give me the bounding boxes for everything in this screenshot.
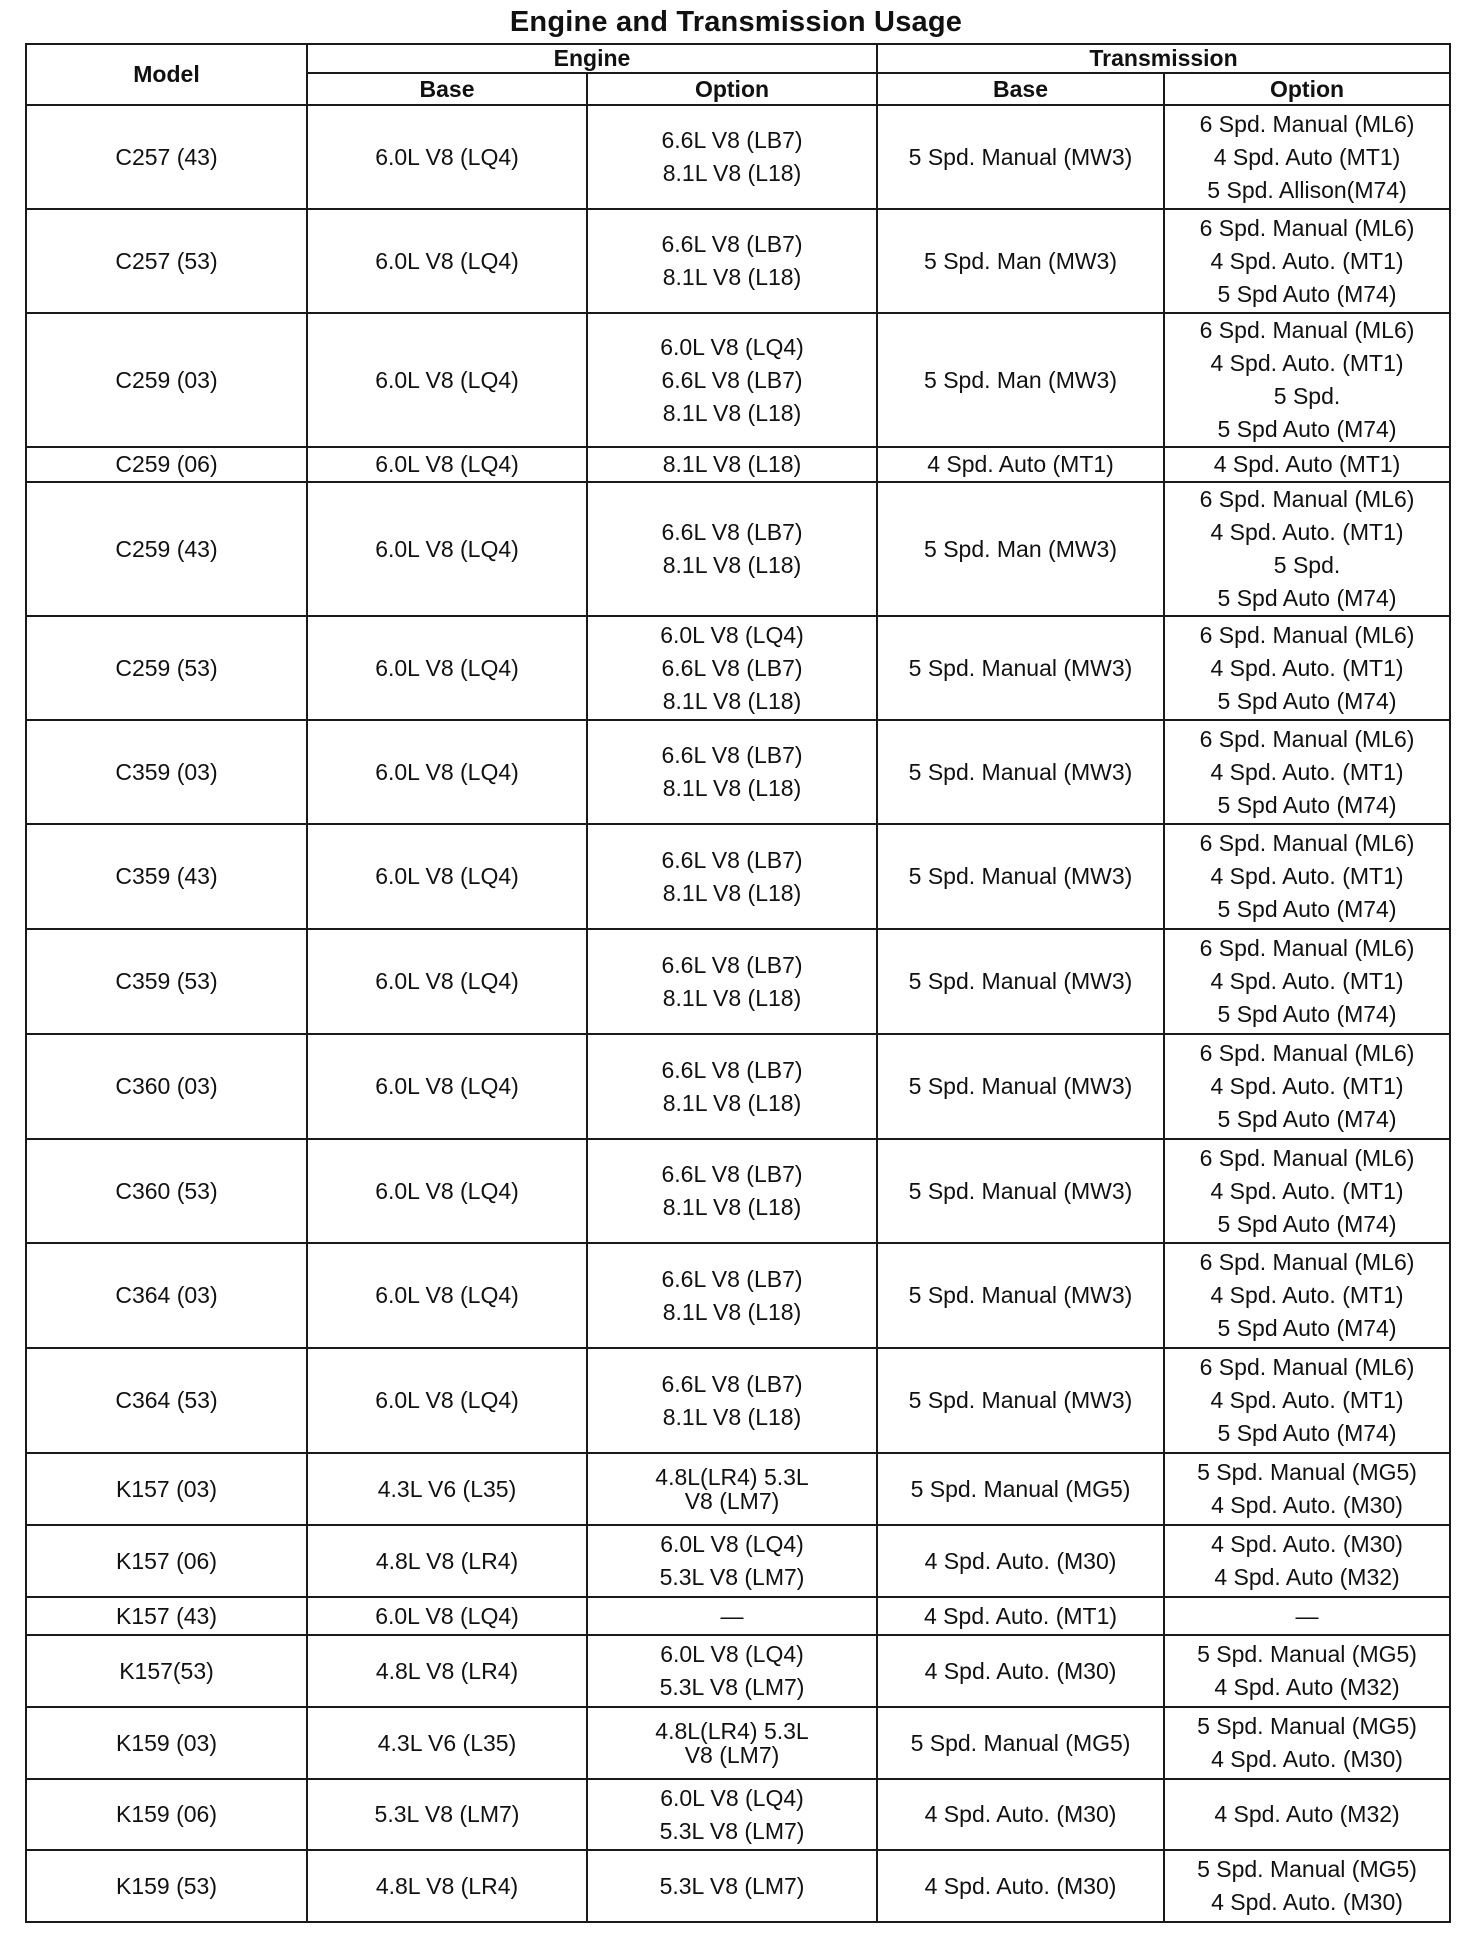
cell-engine-option-line: 6.6L V8 (LB7) <box>661 742 803 768</box>
cell-trans-base-line: 5 Spd. Manual (MG5) <box>910 1729 1131 1756</box>
cell-trans-option-line: 4 Spd. Auto. (MT1) <box>1210 654 1404 681</box>
cell-trans-option-line: 4 Spd. Auto (MT1) <box>1213 143 1401 170</box>
cell-engine-base-line: 6.0L V8 (LQ4) <box>375 143 519 170</box>
cell-trans-option-line: 5 Spd. <box>1273 552 1341 578</box>
cell-trans-base-line: 5 Spd. Man (MW3) <box>924 247 1118 274</box>
cell-trans-base-line: 5 Spd. Man (MW3) <box>924 366 1118 393</box>
cell-trans-base-line: 4 Spd. Auto. (M30) <box>924 1801 1117 1827</box>
cell-engine-base-line: 6.0L V8 (LQ4) <box>375 1282 519 1308</box>
cell-model <box>26 1707 307 1779</box>
table-row <box>26 1597 1450 1635</box>
cell-engine-base <box>307 1707 587 1779</box>
cell-model-line: C257 (53) <box>115 247 218 274</box>
cell-trans-base <box>877 1597 1164 1635</box>
cell-model-line: K157 (43) <box>115 1602 217 1629</box>
cell-engine-option-line: — <box>720 1602 744 1629</box>
cell-engine-option-line: 8.1L V8 (L18) <box>662 687 802 714</box>
cell-trans-base-line: 4 Spd. Auto. (M30) <box>924 1547 1117 1574</box>
cell-engine-base <box>307 616 587 720</box>
cell-model-line: C360 (53) <box>115 1177 218 1204</box>
cell-engine-base-line: 6.0L V8 (LQ4) <box>375 1073 519 1099</box>
cell-engine-option-line: 6.0L V8 (LQ4) <box>660 1784 804 1811</box>
cell-engine-base <box>307 1243 587 1348</box>
cell-trans-base <box>877 447 1164 482</box>
cell-trans-option-line: 5 Spd Auto (M74) <box>1217 1001 1397 1027</box>
cell-engine-option-line: 6.0L V8 (LQ4) <box>660 333 804 360</box>
cell-model <box>26 105 307 209</box>
cell-engine-option <box>587 1850 877 1922</box>
table-row <box>26 209 1450 313</box>
cell-trans-option <box>1164 616 1450 720</box>
cell-trans-base <box>877 1348 1164 1453</box>
table-row <box>26 1139 1450 1243</box>
cell-engine-base-line: 4.8L V8 (LR4) <box>375 1657 519 1684</box>
cell-trans-option-line: 5 Spd Auto (M74) <box>1217 896 1397 922</box>
cell-trans-option-line: 5 Spd Auto (M74) <box>1217 280 1397 307</box>
cell-engine-base <box>307 447 587 482</box>
table-row <box>26 1707 1450 1779</box>
cell-engine-option <box>587 929 877 1034</box>
cell-trans-base <box>877 209 1164 313</box>
header-row-groups <box>26 44 1450 73</box>
table-row <box>26 1525 1450 1597</box>
cell-model <box>26 1139 307 1243</box>
cell-engine-option <box>587 1453 877 1525</box>
cell-engine-option <box>587 1243 877 1348</box>
cell-trans-option-line: 4 Spd. Auto. (M30) <box>1211 1889 1403 1915</box>
cell-trans-base <box>877 929 1164 1034</box>
cell-trans-option <box>1164 105 1450 209</box>
cell-model <box>26 482 307 616</box>
cell-trans-option <box>1164 1850 1450 1922</box>
cell-trans-option-line: 5 Spd. Manual (MG5) <box>1197 1713 1417 1739</box>
table-row <box>26 482 1450 616</box>
cell-trans-option-line: 4 Spd. Auto. (MT1) <box>1210 1177 1404 1204</box>
cell-engine-option-line: 6.6L V8 (LB7) <box>661 1161 803 1187</box>
cell-engine-option-line: 6.6L V8 (LB7) <box>661 231 803 257</box>
table-row <box>26 824 1450 929</box>
cell-trans-option-line: 5 Spd. Manual (MG5) <box>1197 1641 1417 1667</box>
cell-model-line: K157(53) <box>119 1657 214 1684</box>
cell-engine-option-line: 5.3L V8 (LM7) <box>659 1872 805 1899</box>
table-row <box>26 929 1450 1034</box>
cell-engine-option-line: 6.6L V8 (LB7) <box>661 127 803 153</box>
cell-trans-option-line: 6 Spd. Manual (ML6) <box>1199 486 1415 512</box>
cell-model-line: C364 (03) <box>115 1282 218 1308</box>
cell-trans-base <box>877 1850 1164 1922</box>
cell-engine-option <box>587 105 877 209</box>
header-trans-base: Base <box>877 73 1164 105</box>
header-model: Model <box>26 44 307 105</box>
cell-model-line: C257 (43) <box>115 143 218 170</box>
cell-trans-option-line: 4 Spd. Auto. (MT1) <box>1210 1073 1404 1099</box>
cell-trans-option <box>1164 1034 1450 1139</box>
cell-trans-option-line: 4 Spd. Auto (M32) <box>1214 1801 1400 1827</box>
cell-trans-option-line: 6 Spd. Manual (ML6) <box>1199 1040 1415 1066</box>
cell-engine-option-line: 8.1L V8 (L18) <box>662 984 802 1011</box>
cell-model <box>26 1243 307 1348</box>
cell-trans-option-line: 4 Spd. Auto (M32) <box>1214 1564 1400 1590</box>
cell-model-line: C259 (06) <box>115 451 218 477</box>
cell-trans-base-line: 5 Spd. Manual (MW3) <box>908 143 1133 170</box>
cell-trans-option-line: 6 Spd. Manual (ML6) <box>1199 725 1415 752</box>
cell-model <box>26 929 307 1034</box>
cell-trans-base-line: 5 Spd. Manual (MW3) <box>908 1177 1133 1204</box>
cell-engine-option-line: 6.0L V8 (LQ4) <box>660 621 804 648</box>
cell-trans-option-line: 6 Spd. Manual (ML6) <box>1199 1354 1415 1380</box>
cell-engine-option-line: 8.1L V8 (L18) <box>662 160 802 186</box>
cell-trans-option-line: 4 Spd. Auto. (MT1) <box>1210 968 1404 994</box>
cell-trans-base-line: 5 Spd. Manual (MW3) <box>908 758 1133 785</box>
cell-trans-base <box>877 824 1164 929</box>
cell-model-line: C259 (43) <box>115 535 218 562</box>
cell-trans-base <box>877 1635 1164 1707</box>
table-row <box>26 1635 1450 1707</box>
cell-trans-option-line: 5 Spd Auto (M74) <box>1217 1106 1397 1132</box>
table-row <box>26 105 1450 209</box>
cell-trans-base-line: 5 Spd. Manual (MW3) <box>908 1073 1133 1099</box>
cell-trans-option-line: 4 Spd. Auto. (M30) <box>1211 1746 1403 1772</box>
table-row <box>26 1348 1450 1453</box>
cell-trans-option-line: 6 Spd. Manual (ML6) <box>1199 621 1415 648</box>
cell-engine-option-line: 5.3L V8 (LM7) <box>659 1564 805 1590</box>
cell-engine-base <box>307 1597 587 1635</box>
cell-trans-option-line: — <box>1295 1602 1319 1629</box>
cell-trans-base <box>877 1034 1164 1139</box>
cell-model <box>26 616 307 720</box>
cell-trans-option <box>1164 1707 1450 1779</box>
cell-engine-option <box>587 1525 877 1597</box>
cell-trans-base-line: 4 Spd. Auto. (M30) <box>924 1872 1117 1899</box>
cell-model-line: K159 (53) <box>115 1872 217 1899</box>
cell-engine-option-line: 8.1L V8 (L18) <box>662 1194 802 1220</box>
header-transmission: Transmission <box>877 44 1450 73</box>
cell-engine-option <box>587 1034 877 1139</box>
cell-trans-option <box>1164 824 1450 929</box>
cell-engine-base <box>307 1348 587 1453</box>
cell-engine-option <box>587 616 877 720</box>
table-row <box>26 1779 1450 1850</box>
cell-engine-option <box>587 1779 877 1850</box>
cell-engine-base <box>307 1635 587 1707</box>
table-body <box>26 105 1450 1922</box>
cell-trans-option <box>1164 1525 1450 1597</box>
engine-transmission-table <box>25 43 1451 1923</box>
cell-engine-base-line: 6.0L V8 (LQ4) <box>375 863 519 889</box>
cell-engine-base-line: 6.0L V8 (LQ4) <box>375 366 519 393</box>
cell-trans-option-line: 4 Spd. Auto. (MT1) <box>1210 1282 1404 1308</box>
cell-model-line: K159 (06) <box>115 1801 217 1827</box>
cell-trans-option-line: 6 Spd. Manual (ML6) <box>1199 214 1415 241</box>
cell-model <box>26 1348 307 1453</box>
cell-engine-base-line: 4.3L V6 (L35) <box>377 1729 517 1756</box>
cell-engine-option <box>587 1139 877 1243</box>
cell-trans-base <box>877 313 1164 447</box>
cell-trans-option <box>1164 447 1450 482</box>
cell-engine-option-line: 6.6L V8 (LB7) <box>661 1370 803 1397</box>
cell-trans-option-line: 5 Spd Auto (M74) <box>1217 1420 1397 1446</box>
cell-model-line: C359 (03) <box>115 758 218 785</box>
cell-trans-option-line: 6 Spd. Manual (ML6) <box>1199 830 1415 856</box>
cell-engine-option-line: 5.3L V8 (LM7) <box>659 1817 805 1844</box>
cell-engine-option-line: 5.3L V8 (LM7) <box>659 1674 805 1700</box>
cell-engine-base-line: 6.0L V8 (LQ4) <box>375 451 519 477</box>
table-row <box>26 1453 1450 1525</box>
cell-model-line: C259 (03) <box>115 366 218 393</box>
cell-engine-option <box>587 824 877 929</box>
cell-engine-option-line: 8.1L V8 (L18) <box>662 264 802 290</box>
cell-engine-base-line: 6.0L V8 (LQ4) <box>375 1177 519 1204</box>
cell-trans-option-line: 5 Spd Auto (M74) <box>1217 585 1397 611</box>
header-engine-option: Option <box>587 73 877 105</box>
cell-trans-option <box>1164 1779 1450 1850</box>
cell-trans-option-line: 5 Spd Auto (M74) <box>1217 1210 1397 1237</box>
cell-engine-option <box>587 209 877 313</box>
cell-trans-option-line: 5 Spd. Manual (MG5) <box>1197 1459 1417 1485</box>
cell-model <box>26 824 307 929</box>
cell-engine-base-line: 4.8L V8 (LR4) <box>375 1872 519 1899</box>
cell-engine-base-line: 6.0L V8 (LQ4) <box>375 247 519 274</box>
cell-engine-option <box>587 482 877 616</box>
cell-engine-base <box>307 313 587 447</box>
cell-trans-base <box>877 482 1164 616</box>
cell-engine-option-line: 8.1L V8 (L18) <box>662 1403 802 1430</box>
table-row <box>26 313 1450 447</box>
cell-engine-base <box>307 1779 587 1850</box>
cell-trans-base-line: 4 Spd. Auto. (MT1) <box>924 1602 1118 1629</box>
cell-trans-option-line: 4 Spd. Auto. (MT1) <box>1210 863 1404 889</box>
cell-engine-base <box>307 105 587 209</box>
cell-engine-option-line: 6.6L V8 (LB7) <box>661 654 803 681</box>
cell-trans-option-line: 4 Spd. Auto (M32) <box>1214 1674 1400 1700</box>
cell-trans-option <box>1164 1453 1450 1525</box>
cell-trans-base-line: 5 Spd. Manual (MW3) <box>908 1387 1133 1413</box>
cell-engine-option-line: 8.1L V8 (L18) <box>662 879 802 906</box>
cell-model-line: C359 (43) <box>115 863 218 889</box>
cell-model <box>26 1034 307 1139</box>
cell-engine-base-line: 6.0L V8 (LQ4) <box>375 1387 519 1413</box>
cell-engine-option-line: V8 (LM7) <box>684 1742 780 1768</box>
cell-engine-option <box>587 720 877 824</box>
cell-trans-option <box>1164 209 1450 313</box>
cell-trans-option <box>1164 313 1450 447</box>
cell-engine-option-line: 8.1L V8 (L18) <box>662 552 802 578</box>
cell-trans-base <box>877 616 1164 720</box>
cell-trans-option-line: 6 Spd. Manual (ML6) <box>1199 317 1415 343</box>
cell-trans-option <box>1164 929 1450 1034</box>
cell-trans-option-line: 4 Spd. Auto. (MT1) <box>1210 247 1404 274</box>
cell-trans-base-line: 4 Spd. Auto. (M30) <box>924 1657 1117 1684</box>
cell-model-line: C360 (03) <box>115 1073 218 1099</box>
cell-trans-option-line: 4 Spd. Auto. (MT1) <box>1210 519 1404 545</box>
cell-trans-base-line: 5 Spd. Manual (MW3) <box>908 654 1133 681</box>
cell-engine-option <box>587 1348 877 1453</box>
cell-engine-option-line: 8.1L V8 (L18) <box>662 399 802 426</box>
cell-engine-base <box>307 929 587 1034</box>
cell-trans-option <box>1164 1243 1450 1348</box>
cell-trans-option-line: 4 Spd. Auto. (M30) <box>1211 1531 1403 1557</box>
cell-trans-option <box>1164 1597 1450 1635</box>
cell-model-line: C259 (53) <box>115 654 218 681</box>
header-engine: Engine <box>307 44 877 73</box>
cell-engine-base <box>307 1453 587 1525</box>
cell-trans-base <box>877 1525 1164 1597</box>
table-row <box>26 616 1450 720</box>
cell-trans-base-line: 4 Spd. Auto (MT1) <box>927 451 1114 477</box>
cell-engine-option-line: 6.6L V8 (LB7) <box>661 1056 803 1083</box>
cell-trans-option <box>1164 482 1450 616</box>
cell-model-line: C364 (53) <box>115 1387 218 1413</box>
cell-model <box>26 447 307 482</box>
table-row <box>26 720 1450 824</box>
cell-engine-base-line: 6.0L V8 (LQ4) <box>375 968 519 994</box>
cell-model <box>26 313 307 447</box>
cell-engine-option <box>587 1635 877 1707</box>
cell-engine-option-line: V8 (LM7) <box>684 1488 780 1514</box>
cell-engine-option <box>587 1597 877 1635</box>
cell-engine-option-line: 8.1L V8 (L18) <box>662 451 802 477</box>
header-trans-option: Option <box>1164 73 1450 105</box>
cell-engine-base-line: 6.0L V8 (LQ4) <box>375 535 519 562</box>
cell-engine-base <box>307 1139 587 1243</box>
cell-trans-option-line: 4 Spd. Auto. (MT1) <box>1210 758 1404 785</box>
cell-trans-option-line: 4 Spd. Auto (MT1) <box>1213 451 1401 477</box>
cell-trans-option-line: 5 Spd Auto (M74) <box>1217 791 1397 818</box>
cell-trans-base <box>877 720 1164 824</box>
cell-trans-base <box>877 1139 1164 1243</box>
cell-model <box>26 1525 307 1597</box>
cell-engine-base <box>307 1850 587 1922</box>
cell-engine-option-line: 6.6L V8 (LB7) <box>661 1265 803 1292</box>
cell-engine-base-line: 4.8L V8 (LR4) <box>375 1547 519 1574</box>
cell-engine-base <box>307 720 587 824</box>
cell-trans-option-line: 5 Spd. <box>1273 383 1341 409</box>
cell-model <box>26 1453 307 1525</box>
cell-model-line: K157 (03) <box>115 1475 217 1502</box>
cell-engine-option-line: 8.1L V8 (L18) <box>662 1089 802 1116</box>
cell-trans-option-line: 4 Spd. Auto. (M30) <box>1211 1492 1403 1518</box>
cell-trans-option <box>1164 1635 1450 1707</box>
cell-trans-base-line: 5 Spd. Manual (MW3) <box>908 968 1133 994</box>
cell-trans-option-line: 4 Spd. Auto. (MT1) <box>1210 350 1404 376</box>
cell-model-line: C359 (53) <box>115 968 218 994</box>
cell-engine-base-line: 6.0L V8 (LQ4) <box>375 1602 519 1629</box>
cell-trans-base <box>877 1707 1164 1779</box>
cell-engine-base <box>307 1525 587 1597</box>
cell-trans-base-line: 5 Spd. Manual (MW3) <box>908 1282 1133 1308</box>
cell-engine-base <box>307 209 587 313</box>
cell-trans-option-line: 4 Spd. Auto. (MT1) <box>1210 1387 1404 1413</box>
cell-trans-option-line: 6 Spd. Manual (ML6) <box>1199 110 1415 137</box>
cell-engine-base <box>307 482 587 616</box>
cell-trans-option-line: 5 Spd Auto (M74) <box>1217 687 1397 714</box>
cell-engine-option <box>587 447 877 482</box>
cell-engine-option-line: 8.1L V8 (L18) <box>662 775 802 801</box>
cell-trans-option <box>1164 1348 1450 1453</box>
cell-engine-base <box>307 824 587 929</box>
table-row <box>26 1034 1450 1139</box>
cell-model <box>26 1779 307 1850</box>
cell-trans-option-line: 5 Spd. Allison(M74) <box>1207 176 1407 203</box>
cell-model-line: K159 (03) <box>115 1729 217 1756</box>
cell-trans-option-line: 6 Spd. Manual (ML6) <box>1199 1249 1415 1275</box>
cell-model <box>26 720 307 824</box>
table-row <box>26 1850 1450 1922</box>
cell-engine-option-line: 6.6L V8 (LB7) <box>661 951 803 978</box>
table-title: Engine and Transmission Usage <box>509 6 963 38</box>
cell-trans-base <box>877 1243 1164 1348</box>
cell-trans-option-line: 6 Spd. Manual (ML6) <box>1199 935 1415 961</box>
cell-engine-base-line: 5.3L V8 (LM7) <box>374 1801 520 1827</box>
cell-engine-option-line: 8.1L V8 (L18) <box>662 1298 802 1325</box>
cell-engine-option-line: 4.8L(LR4) 5.3L <box>655 1464 809 1490</box>
cell-trans-base-line: 5 Spd. Manual (MG5) <box>910 1475 1131 1502</box>
cell-model <box>26 209 307 313</box>
cell-trans-option-line: 5 Spd. Manual (MG5) <box>1197 1856 1417 1882</box>
cell-trans-base <box>877 105 1164 209</box>
cell-engine-option-line: 6.6L V8 (LB7) <box>661 846 803 873</box>
cell-trans-base-line: 5 Spd. Man (MW3) <box>924 535 1118 562</box>
cell-model <box>26 1635 307 1707</box>
cell-model-line: K157 (06) <box>115 1547 217 1574</box>
cell-trans-option <box>1164 1139 1450 1243</box>
cell-engine-option-line: 6.0L V8 (LQ4) <box>660 1531 804 1557</box>
cell-trans-base-line: 5 Spd. Manual (MW3) <box>908 863 1133 889</box>
cell-engine-base-line: 6.0L V8 (LQ4) <box>375 654 519 681</box>
cell-trans-option <box>1164 720 1450 824</box>
cell-trans-option-line: 6 Spd. Manual (ML6) <box>1199 1144 1415 1171</box>
cell-engine-base <box>307 1034 587 1139</box>
cell-model <box>26 1850 307 1922</box>
cell-trans-base <box>877 1453 1164 1525</box>
cell-engine-base-line: 4.3L V6 (L35) <box>377 1475 517 1502</box>
cell-trans-option-line: 5 Spd Auto (M74) <box>1217 1315 1397 1341</box>
cell-engine-option-line: 6.6L V8 (LB7) <box>661 519 803 545</box>
cell-engine-option <box>587 313 877 447</box>
table-header <box>26 44 1450 105</box>
cell-engine-option <box>587 1707 877 1779</box>
cell-engine-option-line: 6.0L V8 (LQ4) <box>660 1641 804 1667</box>
cell-trans-option-line: 5 Spd Auto (M74) <box>1217 416 1397 442</box>
cell-model <box>26 1597 307 1635</box>
cell-engine-base-line: 6.0L V8 (LQ4) <box>375 758 519 785</box>
cell-engine-option-line: 6.6L V8 (LB7) <box>661 366 803 393</box>
header-engine-base: Base <box>307 73 587 105</box>
table-row <box>26 1243 1450 1348</box>
cell-trans-base <box>877 1779 1164 1850</box>
cell-engine-option-line: 4.8L(LR4) 5.3L <box>655 1718 809 1744</box>
table-row <box>26 447 1450 482</box>
